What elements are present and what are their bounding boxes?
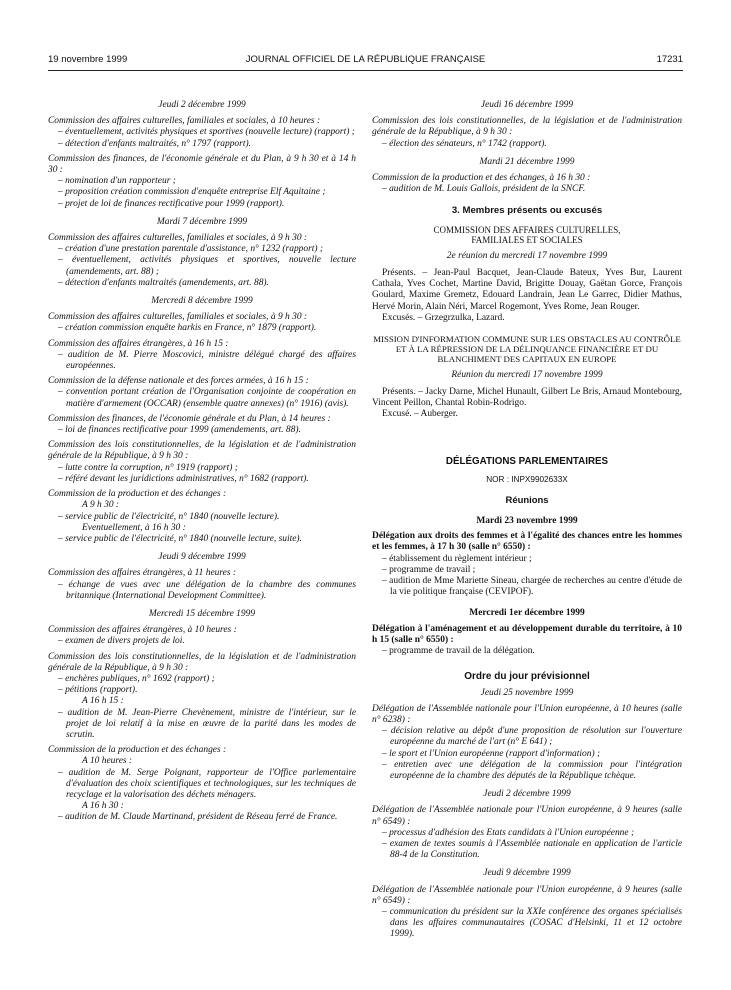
date-heading: Mardi 7 décembre 1999 <box>156 216 248 227</box>
header-title: JOURNAL OFFICIEL DE LA RÉPUBLIQUE FRANÇAISE <box>245 54 486 65</box>
agenda-item: – pétitions (rapport). <box>48 685 356 696</box>
agenda-item: – détection d'enfants maltraités (amendements, art. 88). <box>48 278 356 289</box>
commission-name: FAMILIALES ET SOCIALES <box>471 235 583 246</box>
page-number: 17231 <box>656 54 683 65</box>
agenda-item: – programme de travail de la délégation. <box>372 646 682 657</box>
date-heading: Jeudi 9 décembre 1999 <box>158 552 246 563</box>
date-heading: Jeudi 16 décembre 1999 <box>480 100 574 110</box>
date-heading: Mercredi 15 décembre 1999 <box>148 608 256 619</box>
attendees-excused: Excusé. – Auberger. <box>382 409 458 420</box>
agenda-entry: Commission des affaires étrangères, à 11 heures : <box>48 568 237 579</box>
agenda-item: – audition de M. Pierre Moscovici, ministre délégué chargé des affaires européennes. <box>48 350 356 372</box>
agenda-item: – audition de Mme Mariette Sineau, chargée de recherches au centre d'étude de la vie politique française (CEVIPOF). <box>372 576 682 598</box>
agenda-item: – échange de vues avec une délégation de la chambre des communes britannique (International Development Committee). <box>48 580 356 602</box>
time-subheading: A 9 h 30 : <box>82 500 120 511</box>
subsection-heading: Réunions <box>505 494 549 506</box>
agenda-item: – nomination d'un rapporteur ; <box>48 176 356 187</box>
agenda-item: – élection des sénateurs, n° 1742 (rapport). <box>372 139 682 150</box>
agenda-item: – enchères publiques, n° 1692 (rapport) ; <box>48 674 356 685</box>
agenda-item: – établissement du règlement intérieur ; <box>372 554 682 565</box>
agenda-item: – éventuellement, activités physiques et sportives, nouvelle lecture (amendements, art. 88) ; <box>48 255 356 277</box>
agenda-entry: Commission des affaires culturelles, familiales et sociales, à 9 h 30 : <box>48 312 308 323</box>
agenda-item: – le sport et l'Union européenne (rapport d'information) ; <box>372 749 682 760</box>
agenda-entry: Commission des finances, de l'économie générale et du Plan, à 14 heures : <box>48 413 331 424</box>
agenda-item: – éventuellement, activités physiques et sportives (nouvelle lecture) (rapport) ; <box>48 127 356 138</box>
agenda-entry: Commission des lois constitutionnelles, de la législation et de l'administration générale de la République, à 9 h 30 : <box>372 116 682 138</box>
agenda-entry: Commission des lois constitutionnelles, de la législation et de l'administration générale de la République, à 9 h 30 : <box>48 440 356 462</box>
date-heading: Jeudi 2 décembre 1999 <box>483 789 571 800</box>
attendees-present: Présents. – Jean-Paul Bacquet, Jean-Claude Bateux, Yves Bur, Laurent Cathala, Yves Cochet, Martine David, Brigitte Douay, Gaëtan Gorce, François Goulard, Maxime Gremetz, Edouard Landrain, Jean Le Garrec, Didier Mathus, Hervé Morin, Alain Néri, Marcel Rogemont, Yves Rome, Jean Rouger. <box>372 268 682 312</box>
date-heading: Mercredi 1er décembre 1999 <box>469 608 585 619</box>
agenda-entry: Commission de la production et des échanges : <box>48 489 227 500</box>
agenda-item: – examen de divers projets de loi. <box>48 636 356 647</box>
agenda-entry: Commission de la production et des échanges, à 16 h 30 : <box>372 173 591 184</box>
date-heading: Mardi 23 novembre 1999 <box>476 516 578 527</box>
agenda-item: – création d'une prestation parentale d'assistance, n° 1232 (rapport) ; <box>48 244 356 255</box>
agenda-entry: Délégation de l'Assemblée nationale pour l'Union européenne, à 10 heures (salle n° 6238) : <box>372 703 682 725</box>
section-title: DÉLÉGATIONS PARLEMENTAIRES <box>445 456 609 468</box>
agenda-entry: Commission des affaires culturelles, familiales et sociales, à 9 h 30 : <box>48 233 308 244</box>
agenda-item: – lutte contre la corruption, n° 1919 (rapport) ; <box>48 463 356 474</box>
time-subheading: A 16 h 30 : <box>82 801 124 812</box>
left-column <box>48 100 356 824</box>
agenda-item: – audition de M. Louis Gallois, président de la SNCF. <box>372 184 682 195</box>
agenda-item: – service public de l'électricité, n° 1840 (nouvelle lecture). <box>48 512 356 523</box>
agenda-item: – décision relative au dépôt d'une proposition de résolution sur l'ouverture européenne du marché de l'art (n° E 641) ; <box>372 726 682 748</box>
page-header <box>48 54 683 68</box>
right-column <box>372 100 682 941</box>
time-subheading: A 10 heures : <box>82 756 133 767</box>
delegation-entry: Délégation aux droits des femmes et à l'égalité des chances entre les hommes et les femmes, à 17 h 30 (salle n° 6550) : <box>372 531 682 553</box>
agenda-item: – audition de M. Serge Poignant, rapporteur de l'Office parlementaire d'évaluation des choix scientifiques et technologiques, sur les techniques de recyclage et la valorisation des déchets ménagers. <box>48 768 356 802</box>
agenda-item: – processus d'adhésion des Etats candidats à l'Union européenne ; <box>372 828 682 839</box>
agenda-item: – examen de textes soumis à l'Assemblée nationale en application de l'article 88-4 de la Constitution. <box>372 839 682 861</box>
header-date: 19 novembre 1999 <box>48 54 128 65</box>
agenda-entry: Délégation de l'Assemblée nationale pour l'Union européenne, à 9 heures (salle n° 6549) : <box>372 884 682 906</box>
agenda-entry: Commission des finances, de l'économie générale et du Plan, à 9 h 30 et à 14 h 30 : <box>48 153 356 176</box>
agenda-item: – programme de travail ; <box>372 565 682 576</box>
delegation-entry: Délégation à l'aménagement et au développement durable du territoire, à 10 h 15 (salle n° 6550) : <box>372 623 682 645</box>
date-heading: Jeudi 25 novembre 1999 <box>480 687 574 698</box>
agenda-entry: Commission des affaires étrangères, à 10 heures : <box>48 625 237 636</box>
agenda-item: – audition de M. Jean-Pierre Chevènement, ministre de l'intérieur, sur le projet de loi relatif à la mise en œuvre de la parité dans les modes de scrutin. <box>48 708 356 742</box>
agenda-entry: Commission de la défense nationale et des forces armées, à 16 h 15 : <box>48 376 309 387</box>
date-heading: Jeudi 2 décembre 1999 <box>158 100 246 110</box>
agenda-entry: Commission des affaires culturelles, familiales et sociales, à 10 heures : <box>48 116 321 127</box>
time-subheading: Eventuellement, à 16 h 30 : <box>82 522 186 533</box>
agenda-item: – proposition création commission d'enquête entreprise Elf Aquitaine ; <box>48 187 356 198</box>
subsection-heading: Ordre du jour prévisionnel <box>464 671 590 683</box>
header-rule <box>48 70 683 71</box>
agenda-item: – service public de l'électricité, n° 1840 (nouvelle lecture, suite). <box>48 534 356 545</box>
attendees-present: Présents. – Jacky Darne, Michel Hunault, Gilbert Le Bris, Arnaud Montebourg, Vincent Peillon, Chantal Robin-Rodrigo. <box>372 386 682 409</box>
date-heading: Mercredi 8 décembre 1999 <box>151 296 253 307</box>
date-heading: Mardi 21 décembre 1999 <box>479 156 575 167</box>
agenda-item: – référé devant les juridictions administratives, n° 1682 (rapport). <box>48 474 356 485</box>
agenda-item: – création commission enquête harkis en France, n° 1879 (rapport). <box>48 323 356 334</box>
time-subheading: A 16 h 15 : <box>82 696 124 707</box>
agenda-entry: Commission des affaires étrangères, à 16 h 15 : <box>48 338 229 349</box>
agenda-item: – détection d'enfants maltraités, n° 1797 (rapport). <box>48 139 356 150</box>
agenda-item: – entretien avec une délégation de la commission pour l'intégration européenne de la chambre des députés de la République tchèque. <box>372 760 682 782</box>
meeting-date: Réunion du mercredi 17 novembre 1999 <box>451 369 603 380</box>
agenda-entry: Commission de la production et des échanges : <box>48 745 227 756</box>
commission-name: COMMISSION DES AFFAIRES CULTURELLES, <box>433 224 621 235</box>
date-heading: Jeudi 9 décembre 1999 <box>483 868 571 879</box>
section-heading: 3. Membres présents ou excusés <box>451 205 603 217</box>
agenda-item: – convention portant création de l'Organisation conjointe de coopération en matière d'armement (OCCAR) (ensemble quatre annexes) (n° 1916) (avis). <box>48 387 356 409</box>
agenda-item: – communication du président sur la XXIe conférence des organes spécialisés dans les affaires communautaires (COSAC d'Helsinki, 11 et 12 octobre 1999). <box>372 907 682 941</box>
attendees-excused: Excusés. – Grzegrzulka, Lazard. <box>382 312 505 323</box>
agenda-entry: Délégation de l'Assemblée nationale pour l'Union européenne, à 9 heures (salle n° 6549) : <box>372 805 682 827</box>
nor-reference: NOR : INPX9902633X <box>486 474 568 484</box>
agenda-item: – audition de M. Claude Martinand, président de Réseau ferré de France. <box>48 812 356 823</box>
meeting-date: 2e réunion du mercredi 17 novembre 1999 <box>446 250 608 261</box>
agenda-item: – loi de finances rectificative pour 1999 (amendements, art. 88). <box>48 425 356 436</box>
mission-name: MISSION D'INFORMATION COMMUNE SUR LES OBSTACLES AU CONTRÔLE ET À LA RÉPRESSION DE LA DÉLINQUANCE FINANCIÈRE ET DU BLANCHIMENT DES CAPITAUX EN EUROPE <box>373 334 681 365</box>
agenda-item: – projet de loi de finances rectificative pour 1999 (rapport). <box>48 199 356 210</box>
agenda-entry: Commission des lois constitutionnelles, de la législation et de l'administration générale de la République, à 9 h 30 : <box>48 651 356 673</box>
